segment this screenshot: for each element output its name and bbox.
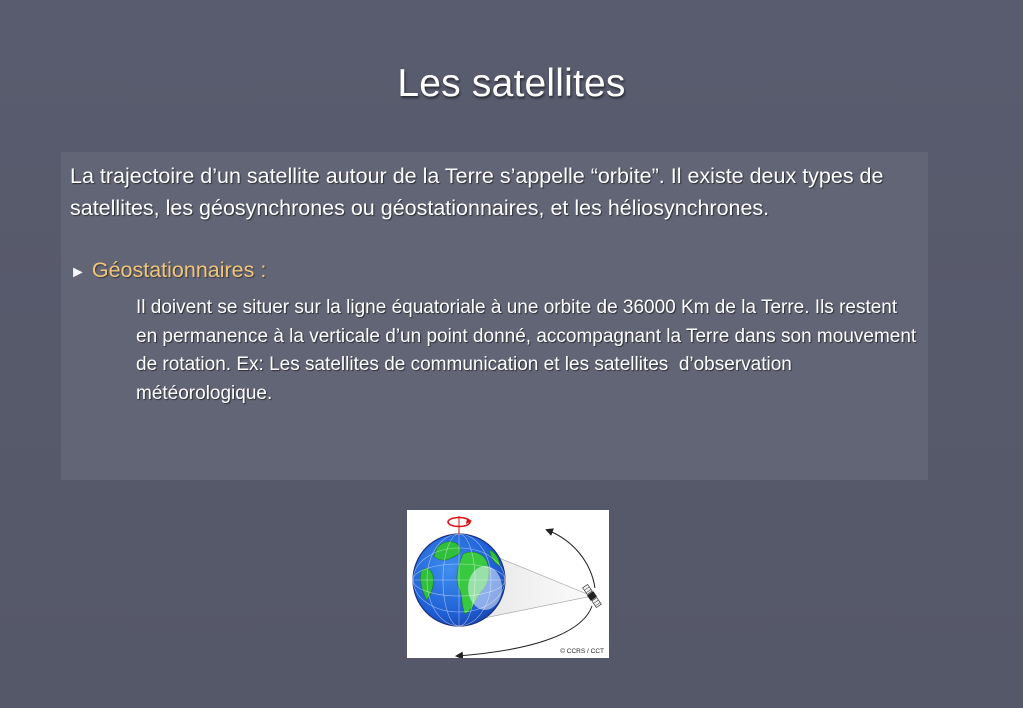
satellite-orbit-figure (407, 510, 609, 658)
figure-credit: © CCRS / CCT (560, 648, 604, 655)
bullet-geostationary (70, 255, 918, 288)
orbit-diagram (407, 510, 609, 658)
bullet-arrow-icon: ► (70, 264, 86, 281)
intro-paragraph: La trajectoire d’un satellite autour de la Terre s’appelle “orbite”. Il existe deux types de satellites, les géosynchrones ou géostationnaires, et les héliosynchrones. (70, 164, 884, 220)
orbit-arrow-top (547, 530, 595, 588)
content-box (61, 152, 928, 480)
geostationary-description: Il doivent se situer sur la ligne équatoriale à une orbite de 36000 Km de la Terre. Ils restent en permanence à la verticale d’un point donné, accompagnant la Terre dans son mouvement de rotation. Ex: Les satellites de communication et les satellites d’observation météorologique. (136, 297, 922, 404)
slide-title: Les satellites (397, 62, 626, 105)
bullet-label: Géostationnaires : (91, 258, 267, 282)
earth-globe-icon (413, 534, 505, 626)
rotation-arrow-icon (448, 516, 472, 534)
